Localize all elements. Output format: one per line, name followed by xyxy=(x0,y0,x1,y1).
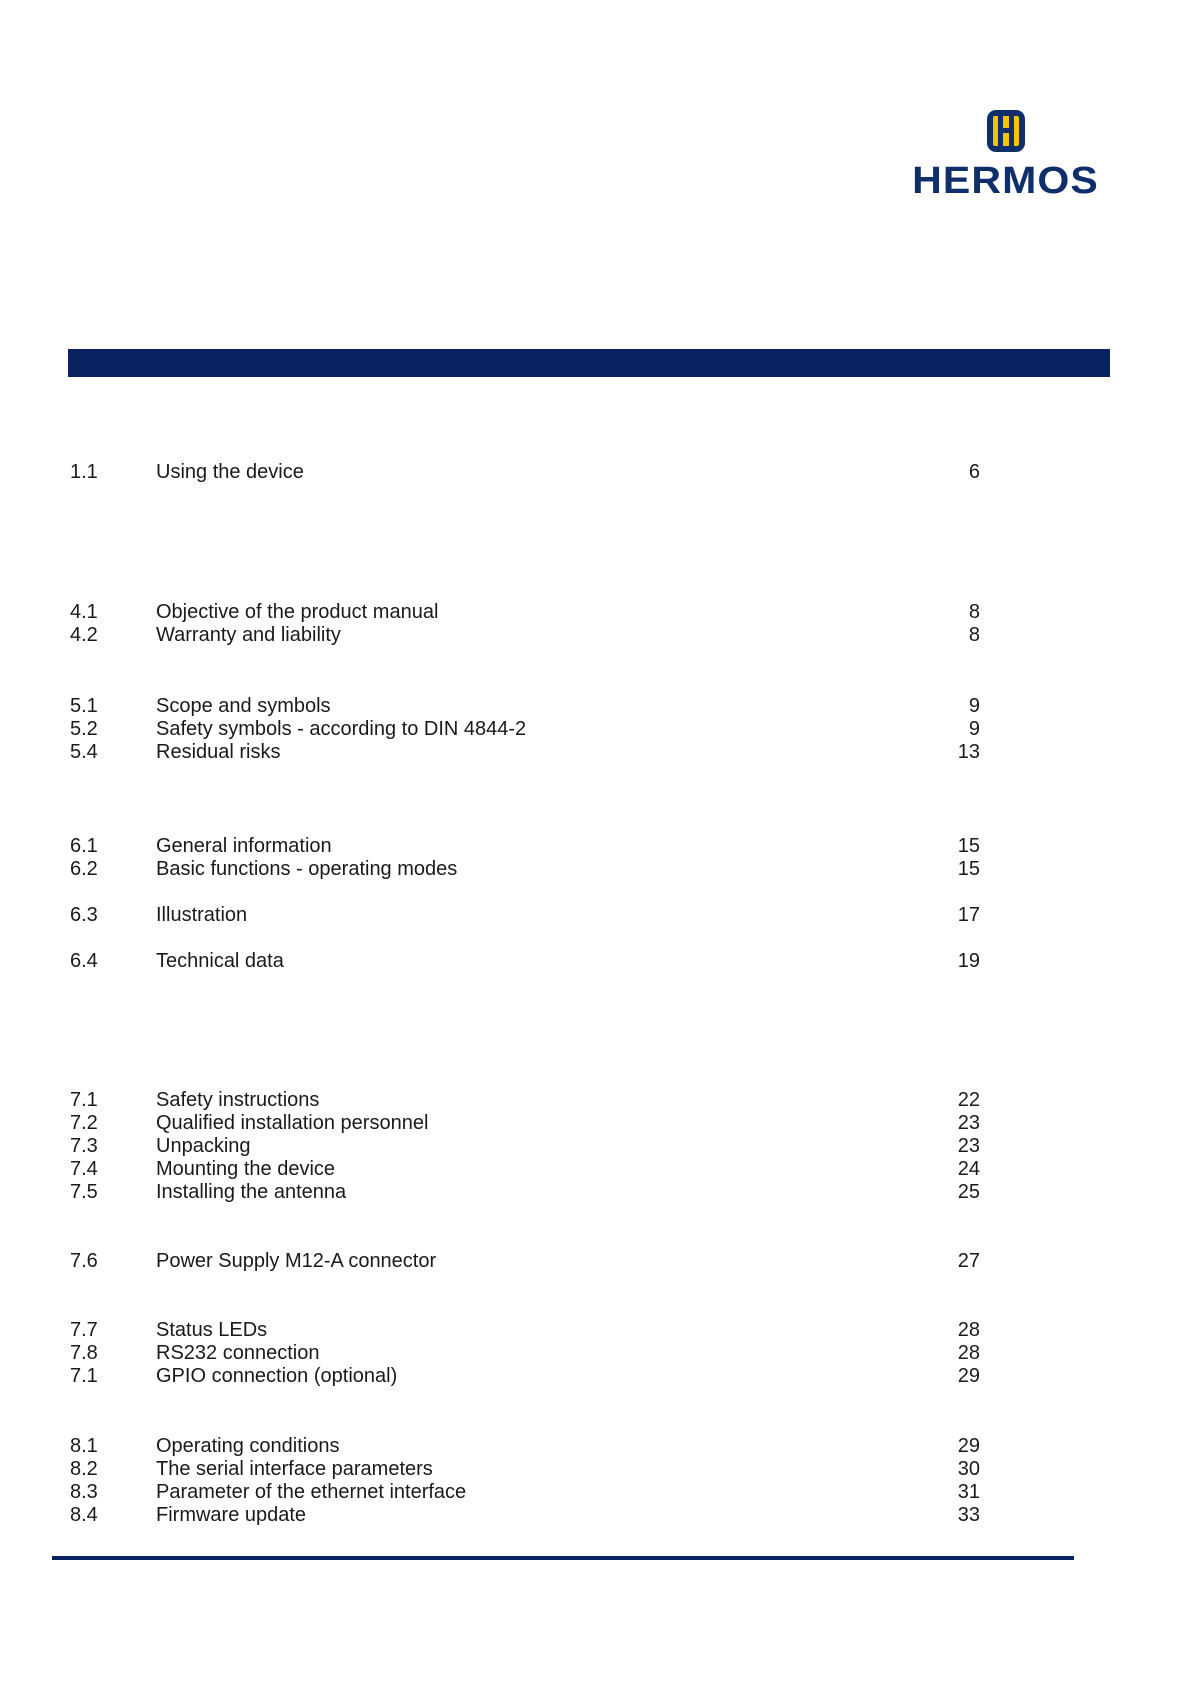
toc-entry-page: 13 xyxy=(957,741,980,763)
toc-entry-title: Qualified installation personnel xyxy=(156,1112,429,1134)
toc-entry-number: 5.2 xyxy=(70,718,98,740)
toc-entry-title: General information xyxy=(156,835,332,857)
toc-entry[interactable] xyxy=(70,694,980,718)
hermos-logo-text: HERMOS xyxy=(912,160,1099,202)
toc-entry[interactable] xyxy=(70,740,980,764)
toc-entry-number: 6.4 xyxy=(70,950,98,972)
toc-entry-page: 24 xyxy=(957,1158,980,1180)
toc-entry[interactable] xyxy=(70,903,980,927)
toc-entry-title: Illustration xyxy=(156,904,248,926)
toc-entry-title: Using the device xyxy=(156,461,304,483)
hermos-logo-mark-icon xyxy=(987,110,1025,152)
toc-entry-page: 31 xyxy=(957,1481,980,1503)
toc-entry-number: 7.1 xyxy=(70,1365,98,1387)
toc-entry[interactable] xyxy=(70,949,980,973)
toc-entry-number: 7.5 xyxy=(70,1181,98,1203)
toc-entry[interactable] xyxy=(70,1434,980,1458)
toc-entry-page: 17 xyxy=(957,904,980,926)
toc-entry-number: 7.4 xyxy=(70,1158,98,1180)
toc-entry-page: 23 xyxy=(957,1112,980,1134)
header-bar xyxy=(68,349,1110,377)
toc-entry-title: Safety symbols - according to DIN 4844-2 xyxy=(156,718,527,740)
toc-entry-page: 9 xyxy=(968,695,980,717)
toc-entry-title: RS232 connection xyxy=(156,1342,320,1364)
toc-entry-number: 8.2 xyxy=(70,1458,98,1480)
toc-entry-number: 4.2 xyxy=(70,624,98,646)
toc-entry-number: 7.2 xyxy=(70,1112,98,1134)
toc-entry-number: 1.1 xyxy=(70,461,98,483)
footer-divider xyxy=(52,1556,1074,1560)
toc-entry-title: Warranty and liability xyxy=(156,624,341,646)
toc-entry-number: 8.4 xyxy=(70,1504,98,1526)
toc-entry-page: 29 xyxy=(957,1365,980,1387)
toc-entry[interactable] xyxy=(70,1341,980,1365)
toc-entry-number: 5.1 xyxy=(70,695,98,717)
toc-entry[interactable] xyxy=(70,600,980,624)
toc-entry[interactable] xyxy=(70,1480,980,1504)
toc-entry-title: Parameter of the ethernet interface xyxy=(156,1481,467,1503)
toc-entry[interactable] xyxy=(70,1318,980,1342)
toc-entry-title: Technical data xyxy=(156,950,284,972)
toc-entry-number: 5.4 xyxy=(70,741,98,763)
toc-entry-page: 8 xyxy=(968,624,980,646)
toc-entry-number: 8.3 xyxy=(70,1481,98,1503)
toc-entry[interactable] xyxy=(70,623,980,647)
toc-entry-number: 6.2 xyxy=(70,858,98,880)
toc-entry-title: Basic functions - operating modes xyxy=(156,858,458,880)
toc-entry-number: 7.6 xyxy=(70,1250,98,1272)
toc-entry-title: GPIO connection (optional) xyxy=(156,1365,398,1387)
toc-entry-page: 9 xyxy=(968,718,980,740)
toc-entry-page: 22 xyxy=(957,1089,980,1111)
toc-entry-number: 6.3 xyxy=(70,904,98,926)
toc-entry-number: 7.1 xyxy=(70,1089,98,1111)
toc-entry-title: Residual risks xyxy=(156,741,281,763)
toc-entry-page: 33 xyxy=(957,1504,980,1526)
toc-entry-page: 28 xyxy=(957,1319,980,1341)
toc-entry[interactable] xyxy=(70,834,980,858)
toc-entry-number: 7.3 xyxy=(70,1135,98,1157)
toc-entry[interactable] xyxy=(70,460,980,484)
toc-entry-page: 30 xyxy=(957,1458,980,1480)
toc-entry-title: Unpacking xyxy=(156,1135,251,1157)
toc-entry-page: 8 xyxy=(968,601,980,623)
toc-entry-number: 7.8 xyxy=(70,1342,98,1364)
toc-entry[interactable] xyxy=(70,1249,980,1273)
toc-entry-number: 7.7 xyxy=(70,1319,98,1341)
toc-entry-page: 29 xyxy=(957,1435,980,1457)
toc-entry-page: 15 xyxy=(957,835,980,857)
toc-entry-page: 6 xyxy=(968,461,980,483)
toc-entry-page: 19 xyxy=(957,950,980,972)
toc-entry-title: Mounting the device xyxy=(156,1158,336,1180)
toc-entry-page: 25 xyxy=(957,1181,980,1203)
toc-entry-title: Firmware update xyxy=(156,1504,307,1526)
toc-entry-title: Objective of the product manual xyxy=(156,601,439,623)
toc-entry-title: The serial interface parameters xyxy=(156,1458,433,1480)
toc-entry[interactable] xyxy=(70,1111,980,1135)
toc-entry-title: Operating conditions xyxy=(156,1435,340,1457)
toc-entry[interactable] xyxy=(70,857,980,881)
toc-entry[interactable] xyxy=(70,1457,980,1481)
toc-entry-number: 4.1 xyxy=(70,601,98,623)
toc-entry-title: Scope and symbols xyxy=(156,695,331,717)
toc-entry[interactable] xyxy=(70,1180,980,1204)
toc-entry-page: 27 xyxy=(957,1250,980,1272)
toc-entry-number: 6.1 xyxy=(70,835,98,857)
toc-entry[interactable] xyxy=(70,717,980,741)
toc-entry-title: Safety instructions xyxy=(156,1089,320,1111)
toc-entry-title: Power Supply M12-A connector xyxy=(156,1250,437,1272)
toc-entry-page: 15 xyxy=(957,858,980,880)
toc-entry[interactable] xyxy=(70,1088,980,1112)
toc-entry[interactable] xyxy=(70,1134,980,1158)
toc-entry-page: 23 xyxy=(957,1135,980,1157)
toc-entry-title: Status LEDs xyxy=(156,1319,268,1341)
toc-entry-page: 28 xyxy=(957,1342,980,1364)
toc-entry[interactable] xyxy=(70,1157,980,1181)
toc-entry-number: 8.1 xyxy=(70,1435,98,1457)
toc-entry[interactable] xyxy=(70,1503,980,1527)
hermos-logo xyxy=(912,110,1099,202)
toc-entry-title: Installing the antenna xyxy=(156,1181,347,1203)
toc-entry[interactable] xyxy=(70,1364,980,1388)
